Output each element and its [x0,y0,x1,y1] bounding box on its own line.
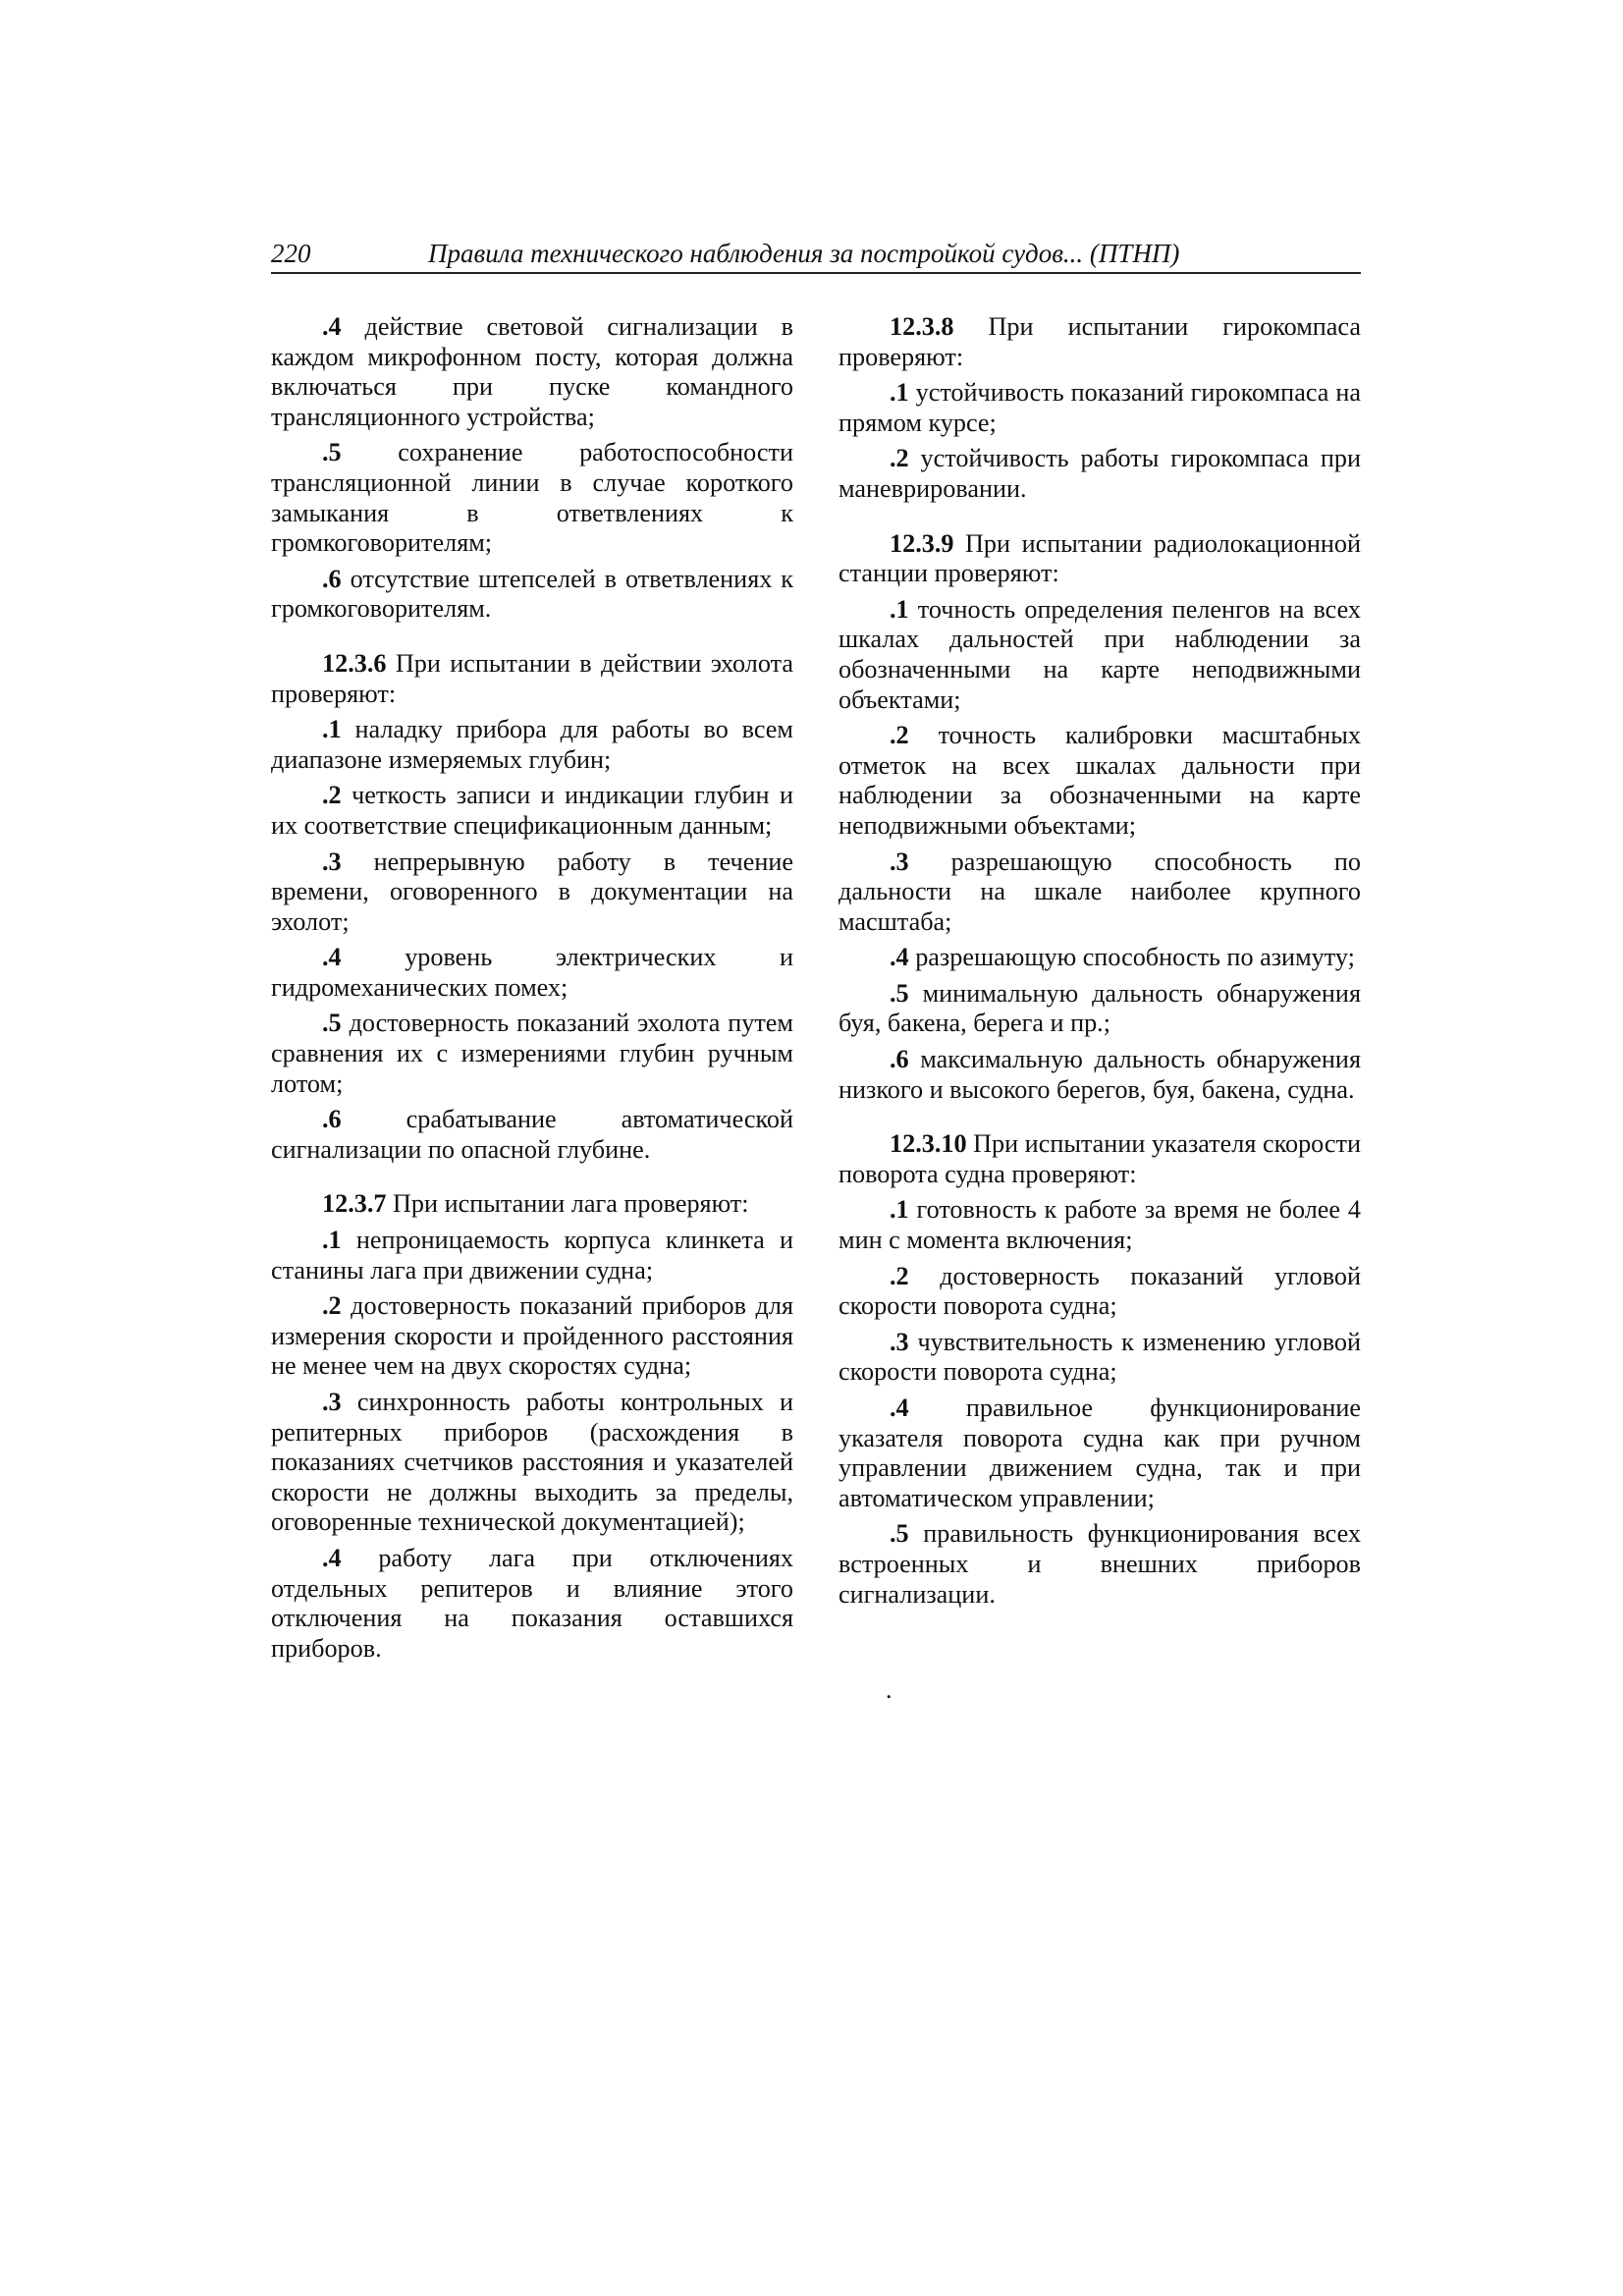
list-item: .2 точность калибровки масштабных отметок на всех шкалах дальности при наблюдении за обозначенными на карте неподвижными объектами; [839,721,1361,840]
section-heading-paragraph: 12.3.9 При испытании радиолокационной станции проверяют: [839,528,1361,588]
list-item: .5 достоверность показаний эхолота путем сравнения их с измерениями глубин ручным лотом; [271,1009,793,1098]
list-item: .4 действие световой сигнализации в каждом микрофонном посту, которая должна включаться при пуске командного трансляционного устройства; [271,312,793,431]
page-number: 220 [271,239,311,268]
list-item: .5 минимальную дальность обнаружения буя, бакена, берега и пр.; [839,978,1361,1038]
list-item: .2 четкость записи и индикации глубин и их соответствие спецификационным данным; [271,781,793,840]
list-item: .1 готовность к работе за время не более 4 мин с момента включения; [839,1195,1361,1255]
list-item: .4 правильное функционирование указателя поворота судна как при ручном управлении движением судна, так и при автоматическом управлении; [839,1394,1361,1512]
list-item: .2 достоверность показаний приборов для измерения скорости и пройденного расстояния не менее чем на двух скоростях судна; [271,1291,793,1381]
right-column [839,312,1361,1615]
section-heading-paragraph: 12.3.6 При испытании в действии эхолота проверяют: [271,648,793,708]
list-item: .4 работу лага при отключениях отдельных репитеров и влияние этого отключения на показания оставшихся приборов. [271,1543,793,1663]
list-item: .3 синхронность работы контрольных и репитерных приборов (расхождения в показаниях счетчиков расстояния и указателей скорости не должны выходить за пределы, оговоренные технической документацией); [271,1388,793,1537]
section-heading-paragraph: 12.3.10 При испытании указателя скорости поворота судна проверяют: [839,1129,1361,1188]
list-item: .3 разрешающую способность по дальности на шкале наиболее крупного масштаба; [839,847,1361,936]
list-item: .2 достоверность показаний угловой скорости поворота судна; [839,1261,1361,1321]
list-item: .1 устойчивость показаний гирокомпаса на прямом курсе; [839,378,1361,437]
page-header [271,239,1361,274]
list-item: .3 непрерывную работу в течение времени, оговоренного в документации на эхолот; [271,847,793,936]
list-item: .1 точность определения пеленгов на всех шкалах дальностей при наблюдении за обозначенными на карте неподвижными объектами; [839,594,1361,714]
list-item: .6 срабатывание автоматической сигнализации по опасной глубине. [271,1105,793,1164]
section-heading-paragraph: 12.3.8 При испытании гирокомпаса проверяют: [839,312,1361,371]
list-item: .1 непроницаемость корпуса клинкета и станины лага при движении судна; [271,1226,793,1285]
section-heading-paragraph: 12.3.7 При испытании лага проверяют: [322,1189,749,1219]
list-item: .5 правильность функционирования всех встроенных и внешних приборов сигнализации. [839,1519,1361,1609]
list-item: .3 чувствительность к изменению угловой скорости поворота судна; [839,1327,1361,1387]
list-item: .6 отсутствие штепселей в ответвлениях к громкоговорителям. [271,564,793,624]
list-item: .4 уровень электрических и гидромеханических помех; [271,943,793,1002]
stray-mark: . [886,1675,893,1704]
list-item: .5 сохранение работоспособности трансляционной линии в случае короткого замыкания в ответвлениях к громкоговорителям; [271,438,793,558]
list-item: .4 разрешающую способность по азимуту; [890,943,1355,972]
running-title: Правила технического наблюдения за постройкой судов... (ПТНП) [428,239,1180,268]
list-item: .2 устойчивость работы гирокомпаса при маневрировании. [839,444,1361,503]
left-column [271,312,793,1669]
list-item: .6 максимальную дальность обнаружения низкого и высокого берегов, буя, бакена, судна. [839,1045,1361,1104]
list-item: .1 наладку прибора для работы во всем диапазоне измеряемых глубин; [271,715,793,774]
